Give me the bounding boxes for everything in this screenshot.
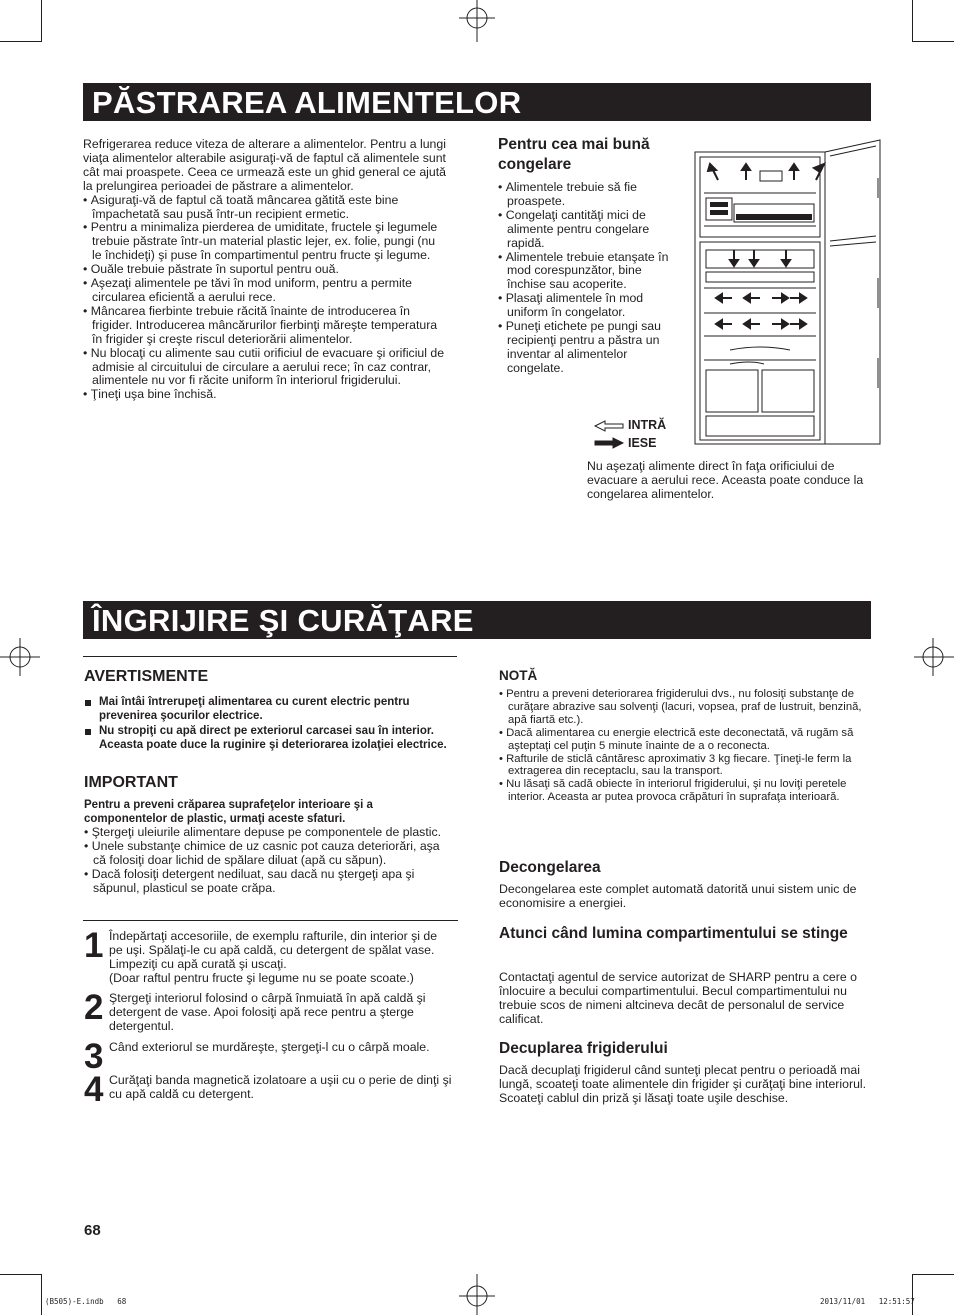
freeze-bullet: • Plasaţi alimentele în mod uniform în congelator. <box>498 292 676 320</box>
storage-bullet: • Nu blocaţi cu alimente sau cutii orificiul de evacuare şi orificiul de admisie al circuitului de circulare a aerului rece; în caz contrar, alimentele nu vor fi răcite uniform în interiorul frigiderului. <box>83 347 448 389</box>
footer-file-info: (B505)-E.indb 68 <box>45 1297 127 1306</box>
legend-out-label: IESE <box>628 436 657 450</box>
outflow-arrow-icon <box>594 437 624 449</box>
registration-mark-icon <box>457 0 497 42</box>
step-number: 4 <box>84 1070 104 1109</box>
crop-mark <box>912 1274 913 1315</box>
registration-mark-icon <box>457 1274 497 1315</box>
storage-bullet: • Ouăle trebuie păstrate în suportul pentru ouă. <box>83 263 448 277</box>
registration-mark-icon <box>912 636 954 678</box>
important-bullet: • Ştergeţi uleiurile alimentare depuse pe componentele de plastic. <box>84 826 454 840</box>
note-bullet: • Nu lăsaţi să cadă obiecte în interiorul frigiderului, şi nu loviţi peretele interior. Aceasta ar putea provoca crăpături în suprafaţa interioară. <box>499 778 875 804</box>
refrigerator-airflow-diagram <box>690 138 882 448</box>
warning-item: Mai întâi întrerupeţi alimentarea cu curent electric pentru prevenirea şocurilor electrice. <box>84 696 458 723</box>
step-number: 1 <box>84 926 104 965</box>
step-1-note: (Doar raftul pentru fructe şi legume nu se poate scoate.) <box>109 970 414 985</box>
intake-arrow-icon <box>594 420 624 432</box>
freeze-bullet: • Congelaţi cantităţi mici de alimente pentru congelare rapidă. <box>498 209 676 251</box>
unplug-heading: Decuplarea frigiderului <box>499 1040 668 1057</box>
note-bullets <box>499 688 875 804</box>
important-bullet: • Unele substanţe chimice de uz casnic pot cauza deteriorări, aşa că folosiţi doar lichid de spălare diluat (apă cu săpun). <box>84 840 454 868</box>
section-title-care: ÎNGRIJIRE ŞI CURĂŢARE <box>83 601 871 639</box>
step-1-text: Îndepărtaţi accesoriile, de exemplu rafturile, din interior şi de pe uşi. Spălaţi-le cu apă caldă, cu detergent de spălat vase. Limpeziţi cu apă curată şi uscaţi. <box>109 929 438 971</box>
important-bullet: • Dacă folosiţi detergent nediluat, sau dacă nu ştergeţi apa şi săpunul, plasticul se poate crăpa. <box>84 868 454 896</box>
page-number: 68 <box>84 1222 101 1239</box>
warnings-heading: AVERTISMENTE <box>84 668 209 685</box>
light-text: Contactaţi agentul de service autorizat de SHARP pentru a cere o înlocuire a becului compartimentului. Becul compartimentului nu trebuie scos de nimeni altcineva decât de personalul de service calificat. <box>499 970 857 1026</box>
defrost-heading: Decongelarea <box>499 859 601 876</box>
freeze-bullet: • Alimentele trebuie să fie proaspete. <box>498 181 676 209</box>
storage-bullet: • Aşezaţi alimentele pe tăvi în mod uniform, pentru a permite circularea eficientă a aerului rece. <box>83 277 448 305</box>
unplug-text: Dacă decuplaţi frigiderul când sunteţi plecat pentru o perioadă mai lungă, scoateţi toate alimentele din frigider şi curăţaţi bine interiorul. Scoateţi cablul din priză şi lăsaţi toate uşile deschise. <box>499 1063 867 1105</box>
divider <box>83 920 458 921</box>
crop-mark <box>912 0 913 42</box>
storage-text-block <box>83 138 448 402</box>
crop-mark <box>41 0 42 42</box>
note-bullet: • Dacă alimentarea cu energie electrică este deconectată, vă rugăm să aşteptaţi cel puţin 5 minute înainte de a o reconecta. <box>499 727 875 753</box>
light-heading: Atunci când lumina compartimentului se stinge <box>499 925 848 942</box>
important-heading: IMPORTANT <box>84 774 178 791</box>
note-bullet: • Pentru a preveni deteriorarea frigiderului dvs., nu folosiţi substanţe de curăţare abrazive sau solvenţi (lacuri, vopsea, praf de lustruit, benzină, apă fiartă etc.). <box>499 688 875 727</box>
storage-intro: Refrigerarea reduce viteza de alterare a alimentelor. Pentru a lungi viaţa alimentelor alterabile asiguraţi-vă de faptul că alimentele sunt cât mai proaspete. Ceea ce urmează este un ghid general ce ajută la prelungirea perioadei de păstrare a alimentelor. <box>83 137 446 193</box>
section-title-storage: PĂSTRAREA ALIMENTELOR <box>83 83 871 121</box>
note-bullet: • Rafturile de sticlă cântăresc aproximativ 3 kg fiecare. Ţineţi-le ferm la extragerea din receptaclu, sau la transport. <box>499 753 875 779</box>
diagram-caption: Nu aşezaţi alimente direct în faţa orificiului de evacuare a aerului rece. Aceasta poate conduce la congelarea alimentelor. <box>587 459 864 501</box>
storage-bullet: • Ţineţi uşa bine închisă. <box>83 388 448 402</box>
storage-bullet: • Mâncarea fierbinte trebuie răcită înainte de introducerea în frigider. Introducerea mâncărurilor fierbinţi măreşte temperatura în frigider şi creşte riscul deteriorării alimentelor. <box>83 305 448 347</box>
step-text <box>109 930 454 986</box>
legend-in-label: INTRĂ <box>628 418 667 432</box>
step-number: 3 <box>84 1037 104 1076</box>
step-number: 2 <box>84 988 104 1027</box>
step-3-text: Când exteriorul se murdăreşte, ştergeţi-l cu o cârpă moale. <box>109 1040 430 1054</box>
divider <box>83 656 457 657</box>
freeze-bullet: • Puneţi etichete pe pungi sau recipienţi pentru a păstra un inventar al alimentelor congelate. <box>498 320 676 376</box>
freeze-bullet: • Alimentele trebuie etanşate în mod corespunzător, bine închise sau acoperite. <box>498 251 676 293</box>
important-block <box>84 799 454 896</box>
freeze-heading: Pentru cea mai bună congelare <box>498 136 650 173</box>
storage-bullet: • Asiguraţi-vă de faptul că toată mâncarea gătită este bine împachetată sau pusă într-un recipient ermetic. <box>83 194 448 222</box>
freeze-bullets <box>498 181 676 376</box>
step-2-text: Ştergeţi interiorul folosind o cârpă înmuiată în apă caldă şi detergent de vase. Apoi folosiţi apă rece pentru a şterge detergentul. <box>109 991 426 1033</box>
warning-item: Nu stropiţi cu apă direct pe exteriorul carcasei sau în interior. Aceasta poate duce la ruginire şi deteriorarea izolaţiei electrice. <box>84 725 458 752</box>
crop-mark <box>0 41 42 42</box>
important-lead: Pentru a preveni crăparea suprafeţelor interioare şi a componentelor de plastic, urmaţi aceste sfaturi. <box>84 799 373 825</box>
crop-mark <box>912 1274 954 1275</box>
crop-mark <box>912 41 954 42</box>
registration-mark-icon <box>0 636 42 678</box>
step-4-text: Curăţaţi banda magnetică izolatoare a uşii cu o perie de dinţi şi cu apă caldă cu detergent. <box>109 1073 452 1101</box>
note-heading: NOTĂ <box>499 668 538 683</box>
defrost-text: Decongelarea este complet automată datorită unui sistem unic de economisire a energiei. <box>499 882 857 910</box>
storage-bullet: • Pentru a minimaliza pierderea de umiditate, fructele şi legumele trebuie păstrate într-un material plastic lejer, ex. folie, pungi (nu le închideţi) şi puse în compartimentul pentru fructe şi legume. <box>83 221 448 263</box>
crop-mark <box>0 1274 42 1275</box>
footer-timestamp: 2013/11/01 12:51:57 <box>820 1297 915 1306</box>
crop-mark <box>41 1274 42 1315</box>
warnings-list <box>84 696 458 752</box>
